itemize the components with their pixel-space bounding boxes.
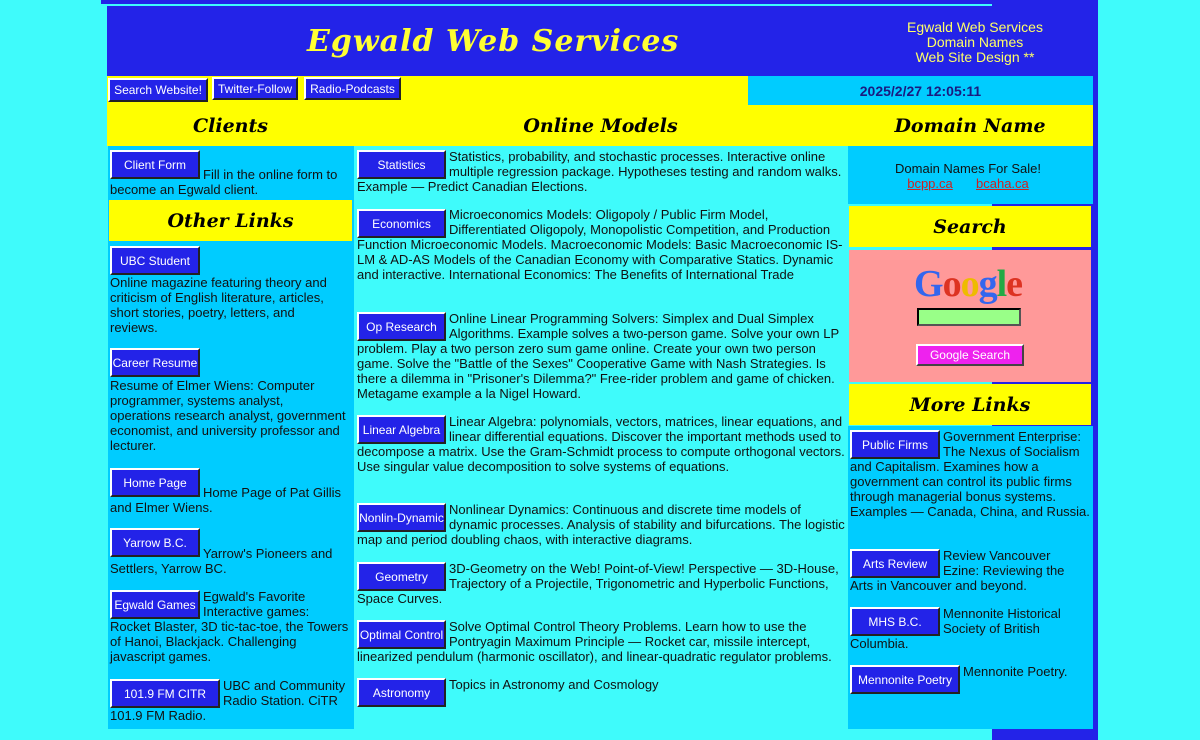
- citr-radio-description: UBC and Community Radio Station. CiTR 101.9 FM Radio.: [110, 678, 346, 723]
- public-firms-button[interactable]: Public Firms: [850, 430, 940, 459]
- astronomy-button[interactable]: Astronomy: [357, 678, 446, 707]
- domain-sale-text: Domain Names For Sale!: [895, 161, 1041, 176]
- mennonite-poetry-description: Mennonite Poetry.: [963, 664, 1068, 679]
- op-research-text: [357, 311, 845, 401]
- astronomy-text: [357, 677, 845, 707]
- domain-link-bcaha[interactable]: bcaha.ca: [976, 176, 1029, 191]
- mhs-bc-text: [850, 606, 1090, 651]
- geometry-text: [357, 561, 845, 606]
- linear-algebra-button[interactable]: Linear Algebra: [357, 415, 446, 444]
- egwald-games-button[interactable]: Egwald Games: [110, 590, 200, 619]
- ubc-student-button[interactable]: UBC Student: [110, 246, 200, 275]
- clients-heading: Clients: [107, 105, 354, 146]
- arts-review-button[interactable]: Arts Review: [850, 549, 940, 578]
- yarrow-bc-button[interactable]: Yarrow B.C.: [110, 528, 200, 557]
- mennonite-poetry-text: [850, 664, 1090, 694]
- header-tagline: [867, 20, 1083, 65]
- tagline-line: Egwald Web Services: [907, 19, 1043, 35]
- op-research-button[interactable]: Op Research: [357, 312, 446, 341]
- site-title: Egwald Web Services: [307, 24, 680, 59]
- toolbar: [107, 76, 748, 105]
- economics-button[interactable]: Economics: [357, 209, 446, 238]
- home-page-button[interactable]: Home Page: [110, 468, 200, 497]
- statistics-description: Statistics, probability, and stochastic processes. Interactive online multiple regression package. Hypotheses testing and random walks. Example — Predict Canadian Elections.: [357, 149, 842, 194]
- tagline-line: Web Site Design **: [915, 49, 1035, 65]
- domain-link-bcpp[interactable]: bcpp.ca: [907, 176, 953, 191]
- mennonite-poetry-button[interactable]: Mennonite Poetry: [850, 665, 960, 694]
- client-form-button[interactable]: Client Form: [110, 150, 200, 179]
- public-firms-description: Government Enterprise: The Nexus of Socialism and Capitalism. Examines how a government can control its public firms through managerial bonus systems. Examples — Canada, China, and Russia.: [850, 429, 1090, 519]
- linear-algebra-description: Linear Algebra: polynomials, vectors, matrices, linear equations, and linear differential equations. Discover the important methods used to decompose a matrix. Use the Gram-Schmidt process to compute orthogonal vectors. Use singular value decomposition to solve systems of equations.: [357, 414, 845, 474]
- search-heading: Search: [849, 206, 1091, 247]
- citr-radio-text: [110, 678, 350, 723]
- online-models-heading: Online Models: [354, 105, 847, 146]
- site-header: [107, 6, 1093, 76]
- career-resume-button[interactable]: Career Resume: [110, 348, 200, 377]
- more-links-heading: More Links: [849, 384, 1091, 425]
- mhs-bc-button[interactable]: MHS B.C.: [850, 607, 940, 636]
- optimal-control-text: [357, 619, 845, 664]
- tagline-line: Domain Names: [926, 34, 1024, 50]
- astronomy-description: Topics in Astronomy and Cosmology: [449, 677, 659, 692]
- op-research-description: Online Linear Programming Solvers: Simplex and Dual Simplex Algorithms. Example solves a two-person game. Solve your own LP problem. Play a two person zero sum game online. Create your own two person game. Solve the "Battle of the Sexes" Cooperative Game with Nash Strategies. Is there a dilemma in "Prisoner's Dilemma?" Free-rider problem and game of chicken. Metagame example a la Nigel Howard.: [357, 311, 839, 401]
- home-page-text: Home Page of Pat Gillis and Elmer Wiens.: [110, 485, 342, 515]
- economics-text: [357, 207, 845, 282]
- twitter-follow-button[interactable]: Twitter-Follow: [212, 77, 298, 100]
- nonlin-dynamic-description: Nonlinear Dynamics: Continuous and discrete time models of dynamic processes. Analysis of stability and bifurcations. The logistic map and period doubling chaos, with interactive diagrams.: [357, 502, 845, 547]
- mhs-bc-description: Mennonite Historical Society of British Columbia.: [850, 606, 1061, 651]
- optimal-control-description: Solve Optimal Control Theory Problems. Learn how to use the Pontryagin Maximum Principle — Rocket car, missile intercept, linearized pendulum (harmonic oscillator), and linear-quadratic regulator problems.: [357, 619, 832, 664]
- statistics-button[interactable]: Statistics: [357, 150, 446, 179]
- google-logo: Google: [914, 263, 1022, 305]
- economics-description: Microeconomics Models: Oligopoly / Public Firm Model, Differentiated Oligopoly, Monopolistic Competition, and Production Function Microeconomic Models. Macroeconomic Models: Basic Macroeconomic IS-LM & AD-AS Models of the Canadian Economy with Comparative Statics. Dynamic and interactive. International Economics: The Benefits of International Trade: [357, 207, 843, 282]
- google-search-input[interactable]: [917, 308, 1021, 326]
- geometry-button[interactable]: Geometry: [357, 562, 446, 591]
- domain-name-heading: Domain Name: [847, 105, 1093, 146]
- citr-radio-button[interactable]: 101.9 FM CITR: [110, 679, 220, 708]
- statistics-text: [357, 149, 845, 194]
- career-resume-text: Resume of Elmer Wiens: Computer programmer, systems analyst, operations research analyst, government economist, and university professor and lecturer.: [110, 378, 346, 453]
- ubc-student-text: Online magazine featuring theory and criticism of English literature, articles, short stories, poetry, letters, and reviews.: [110, 275, 327, 335]
- nonlin-dynamic-button[interactable]: Nonlin-Dynamic: [357, 503, 446, 532]
- nonlin-dynamic-text: [357, 502, 845, 547]
- arts-review-description: Review Vancouver Ezine: Reviewing the Arts in Vancouver and beyond.: [850, 548, 1065, 593]
- yarrow-bc-text: Yarrow's Pioneers and Settlers, Yarrow BC.: [110, 546, 333, 576]
- public-firms-text: [850, 429, 1090, 519]
- geometry-description: 3D-Geometry on the Web! Point-of-View! Perspective — 3D-House, Trajectory of a Projectile, Trigonometric and Hyperbolic Functions, Space Curves.: [357, 561, 839, 606]
- egwald-games-text: [110, 589, 350, 664]
- linear-algebra-text: [357, 414, 845, 474]
- other-links-heading: Other Links: [109, 200, 352, 241]
- arts-review-text: [850, 548, 1090, 593]
- radio-podcasts-button[interactable]: Radio-Podcasts: [304, 77, 401, 100]
- domain-box: [848, 146, 1093, 204]
- optimal-control-button[interactable]: Optimal Control: [357, 620, 446, 649]
- search-website-button[interactable]: Search Website!: [108, 78, 208, 102]
- client-form-text: Fill in the online form to become an Egwald client.: [110, 167, 338, 197]
- google-search-button[interactable]: Google Search: [916, 344, 1024, 366]
- egwald-games-description: Egwald's Favorite Interactive games: Rocket Blaster, 3D tic-tac-toe, the Towers of Hanoi, Blackjack. Challenging javascript games.: [110, 589, 349, 664]
- datetime-display: 2025/2/27 12:05:11: [748, 76, 1093, 105]
